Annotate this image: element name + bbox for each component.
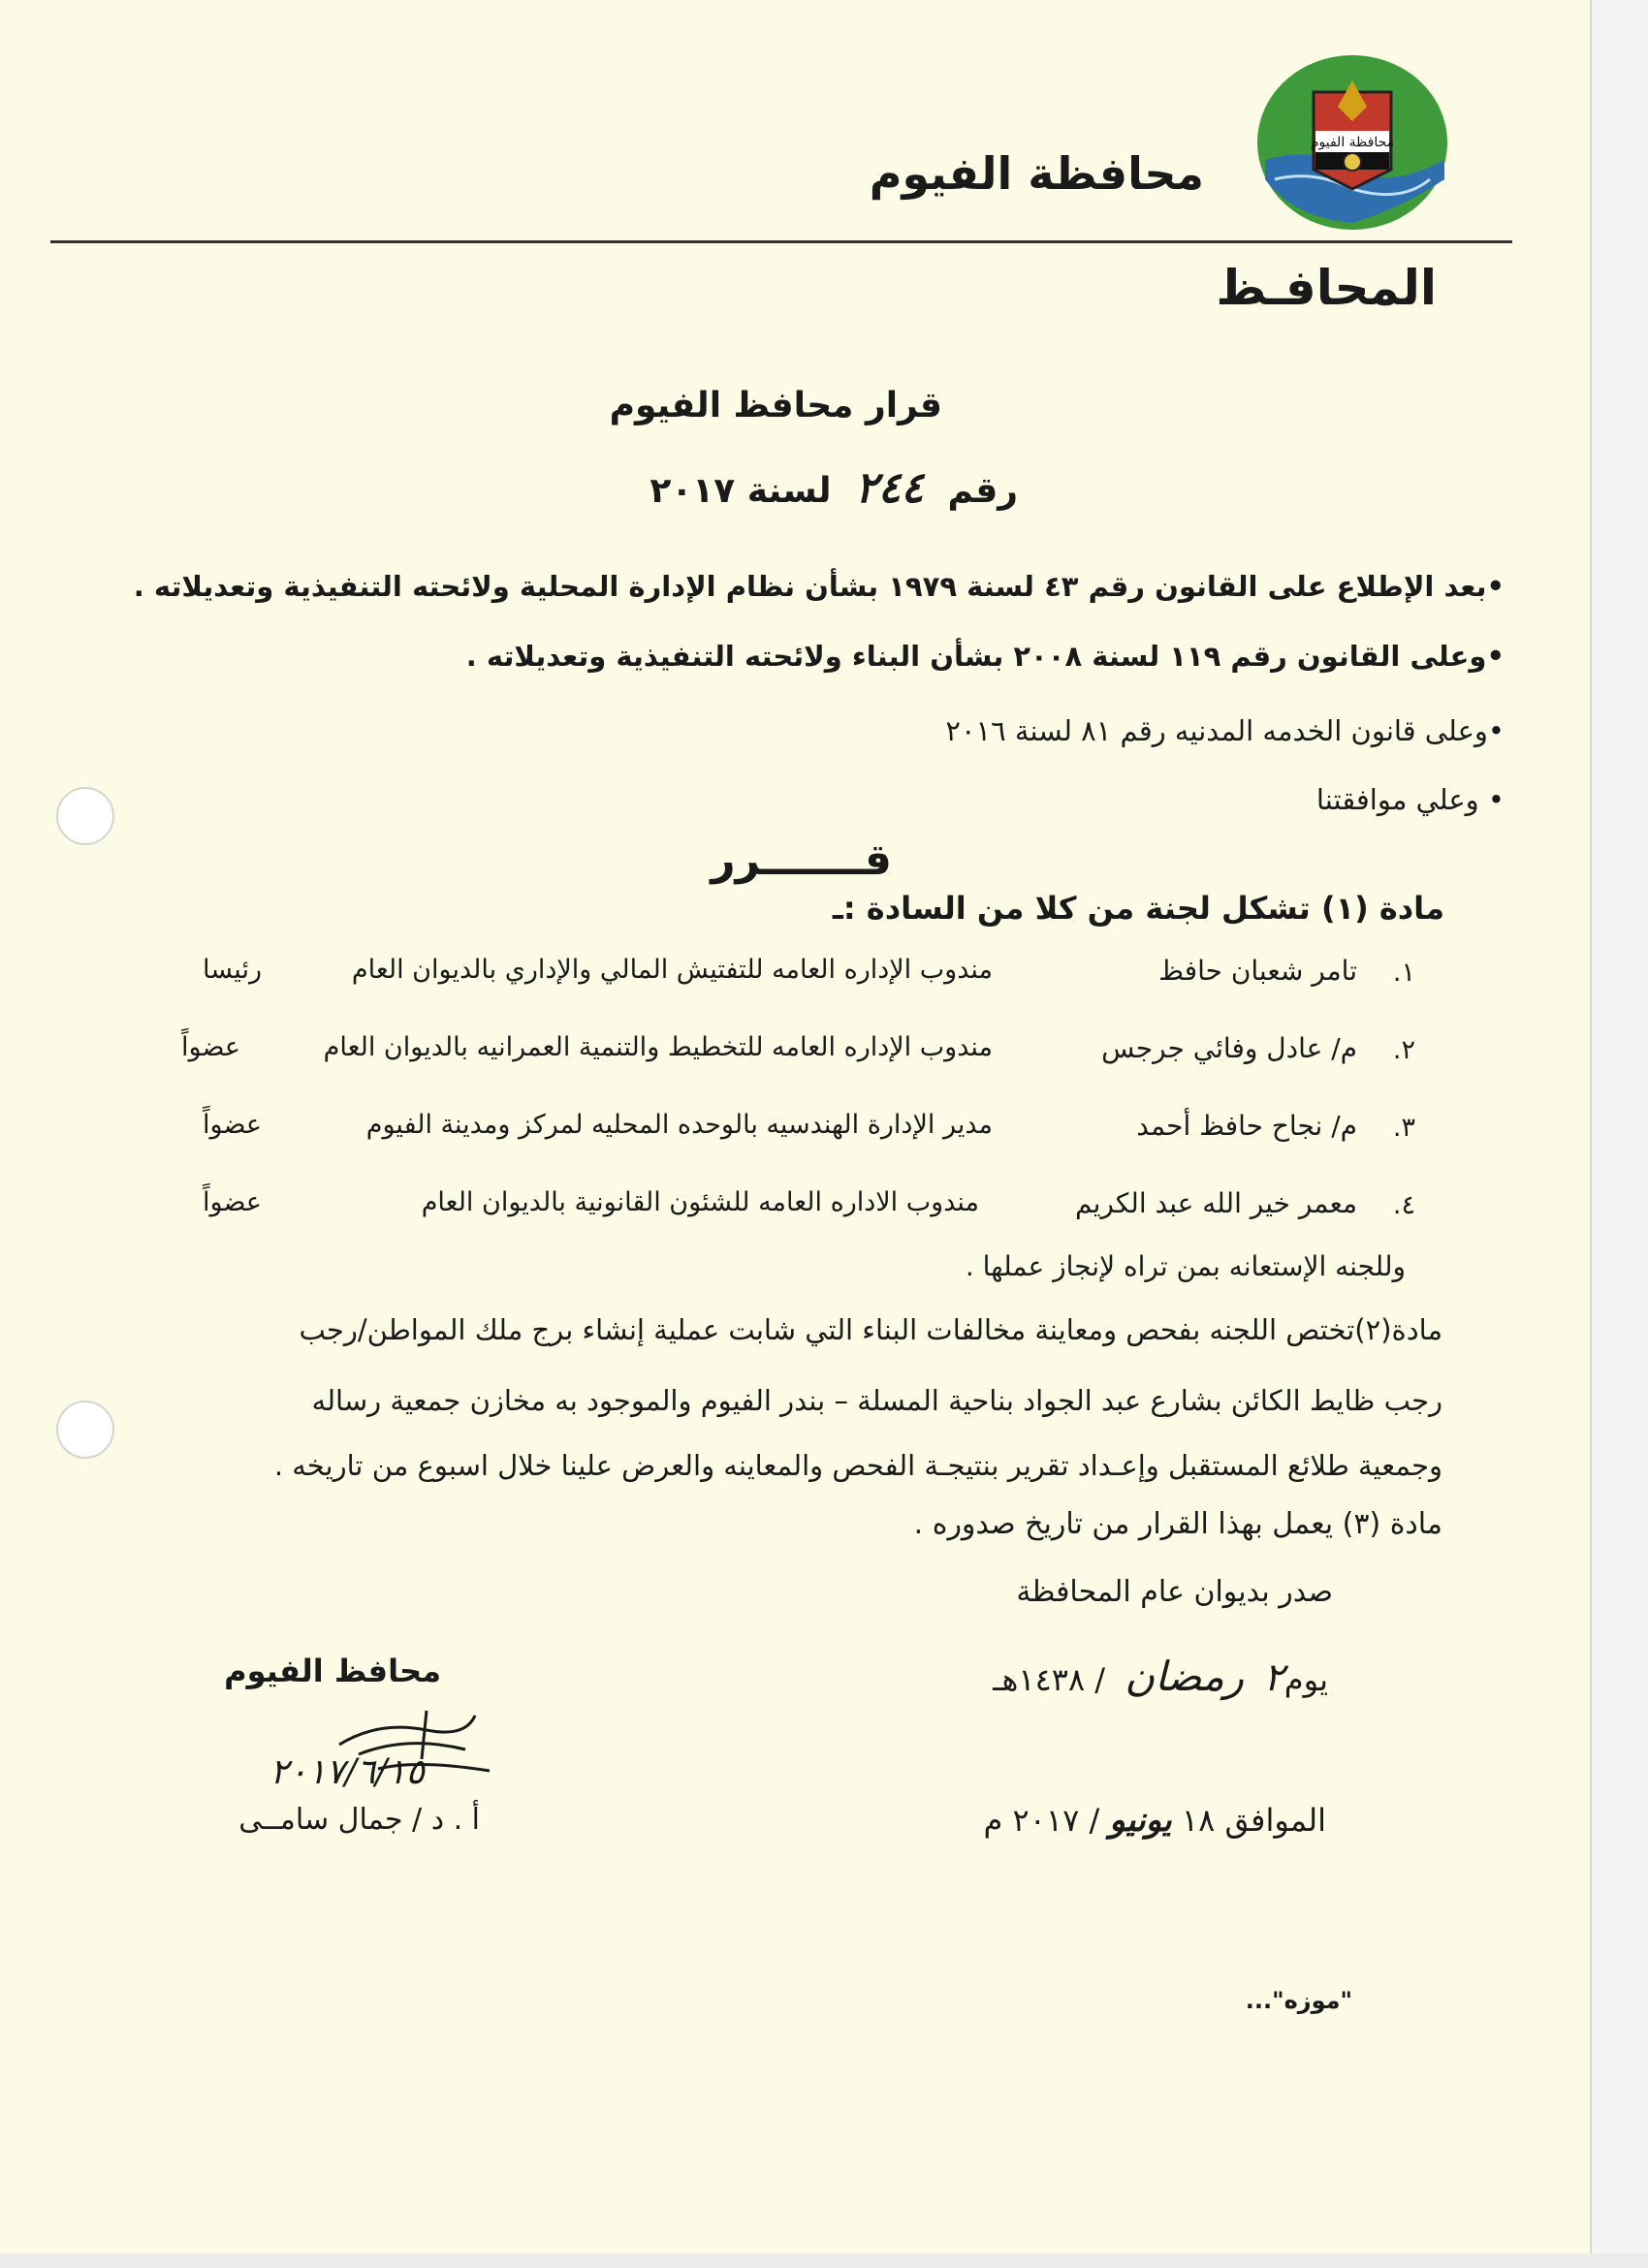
preamble-line-3: •وعلى قانون الخدمه المدنيه رقم ٨١ لسنة ٢٠١٦ xyxy=(945,714,1505,747)
preamble-line-4: • وعلي موافقتنا xyxy=(1315,783,1505,816)
article-1-intro: مادة (١) تشكل لجنة من كلا من السادة :ـ xyxy=(832,890,1444,927)
member-position: عضواً xyxy=(203,1187,262,1217)
decision-number-line xyxy=(650,463,1018,513)
fayoum-governorate-logo xyxy=(1255,53,1449,233)
office-title: المحافـظ xyxy=(1216,260,1437,316)
article-2-line-3: وجمعية طلائع المستقبل وإعـداد تقرير بنتيجـة الفحص والمعاينه والعرض علينا خلال اسبوع من تاريخه . xyxy=(273,1449,1442,1482)
gregorian-date xyxy=(984,1801,1326,1840)
member-number: ٤. xyxy=(1392,1190,1415,1220)
member-number: ١. xyxy=(1392,958,1415,988)
preamble-line-1: •بعد الإطلاع على القانون رقم ٤٣ لسنة ١٩٧٩ بشأن نظام الإدارة المحلية ولائحته التنفيذية وتعديلاته . xyxy=(133,570,1505,603)
member-name: م/ عادل وفائي جرجس xyxy=(1101,1032,1357,1064)
hijri-date-prefix: يوم xyxy=(1284,1661,1328,1698)
page-edge-right xyxy=(1590,0,1648,2268)
member-number: ٣. xyxy=(1392,1113,1415,1143)
hijri-day: ٢ xyxy=(1263,1655,1284,1700)
article-2-line-1: مادة(٢)تختص اللجنه بفحص ومعاينة مخالفات البناء التي شابت عملية إنشاء برج ملك المواطن/رجب xyxy=(299,1313,1442,1346)
punch-hole-bottom xyxy=(56,1401,114,1459)
member-role: مندوب الإداره العامه للتخطيط والتنمية العمرانيه بالديوان العام xyxy=(323,1032,993,1062)
gregorian-date-prefix: الموافق xyxy=(1224,1802,1326,1839)
member-name: معمر خير الله عبد الكريم xyxy=(1074,1187,1357,1219)
gregorian-month: يونيو xyxy=(1109,1801,1172,1840)
punch-hole-top xyxy=(56,787,114,845)
article-3: مادة (٣) يعمل بهذا القرار من تاريخ صدوره . xyxy=(913,1507,1442,1541)
committee-note: وللجنه الإستعانه بمن تراه لإنجاز عملها . xyxy=(965,1250,1406,1282)
decision-number-prefix: رقم xyxy=(947,471,1018,511)
member-role: مدير الإدارة الهندسيه بالوحده المحليه لمركز ومدينة الفيوم xyxy=(365,1110,993,1140)
member-role: مندوب الاداره العامه للشئون القانونية بالديوان العام xyxy=(421,1187,979,1217)
member-position: رئيسا xyxy=(202,955,262,985)
signature-title: محافظ الفيوم xyxy=(224,1653,441,1689)
member-position: عضواً xyxy=(181,1032,240,1062)
decision-title: قرار محافظ الفيوم xyxy=(609,386,942,425)
gregorian-year: / ٢٠١٧ م xyxy=(983,1802,1100,1839)
hijri-date xyxy=(993,1653,1328,1700)
issued-at: صدر بديوان عام المحافظة xyxy=(1016,1575,1333,1609)
member-role: مندوب الإداره العامه للتفتيش المالي والإداري بالديوان العام xyxy=(351,955,993,985)
hijri-year: / ١٤٣٨هـ xyxy=(993,1661,1106,1698)
member-name: م/ نجاح حافظ أحمد xyxy=(1136,1110,1357,1142)
logo-text: محافظة الفيوم xyxy=(1310,135,1395,150)
organization-name: محافظة الفيوم xyxy=(869,147,1204,200)
footer-note: "موزه"... xyxy=(1245,1987,1352,2014)
decided-heading: قـــــــرر xyxy=(711,835,892,885)
signature-date: ٢٠١٧/٦/١٥ xyxy=(269,1752,425,1792)
member-position: عضواً xyxy=(203,1110,262,1140)
member-number: ٢. xyxy=(1392,1035,1415,1065)
page-edge-bottom xyxy=(0,2253,1648,2268)
article-2-line-2: رجب ظايط الكائن بشارع عبد الجواد بناحية المسلة – بندر الفيوم والموجود به مخازن جمعية رساله xyxy=(311,1384,1442,1417)
header-divider xyxy=(50,240,1512,243)
decision-number: ٢٤٤ xyxy=(855,463,924,513)
decision-year: لسنة ٢٠١٧ xyxy=(650,471,832,511)
gregorian-day: ١٨ xyxy=(1181,1802,1216,1839)
hijri-month: رمضان xyxy=(1125,1653,1245,1700)
preamble-line-2: •وعلى القانون رقم ١١٩ لسنة ٢٠٠٨ بشأن البناء ولائحته التنفيذية وتعديلاته . xyxy=(465,640,1505,673)
signatory-name: أ . د / جمال سامــى xyxy=(238,1803,480,1837)
member-name: تامر شعبان حافظ xyxy=(1158,955,1357,987)
